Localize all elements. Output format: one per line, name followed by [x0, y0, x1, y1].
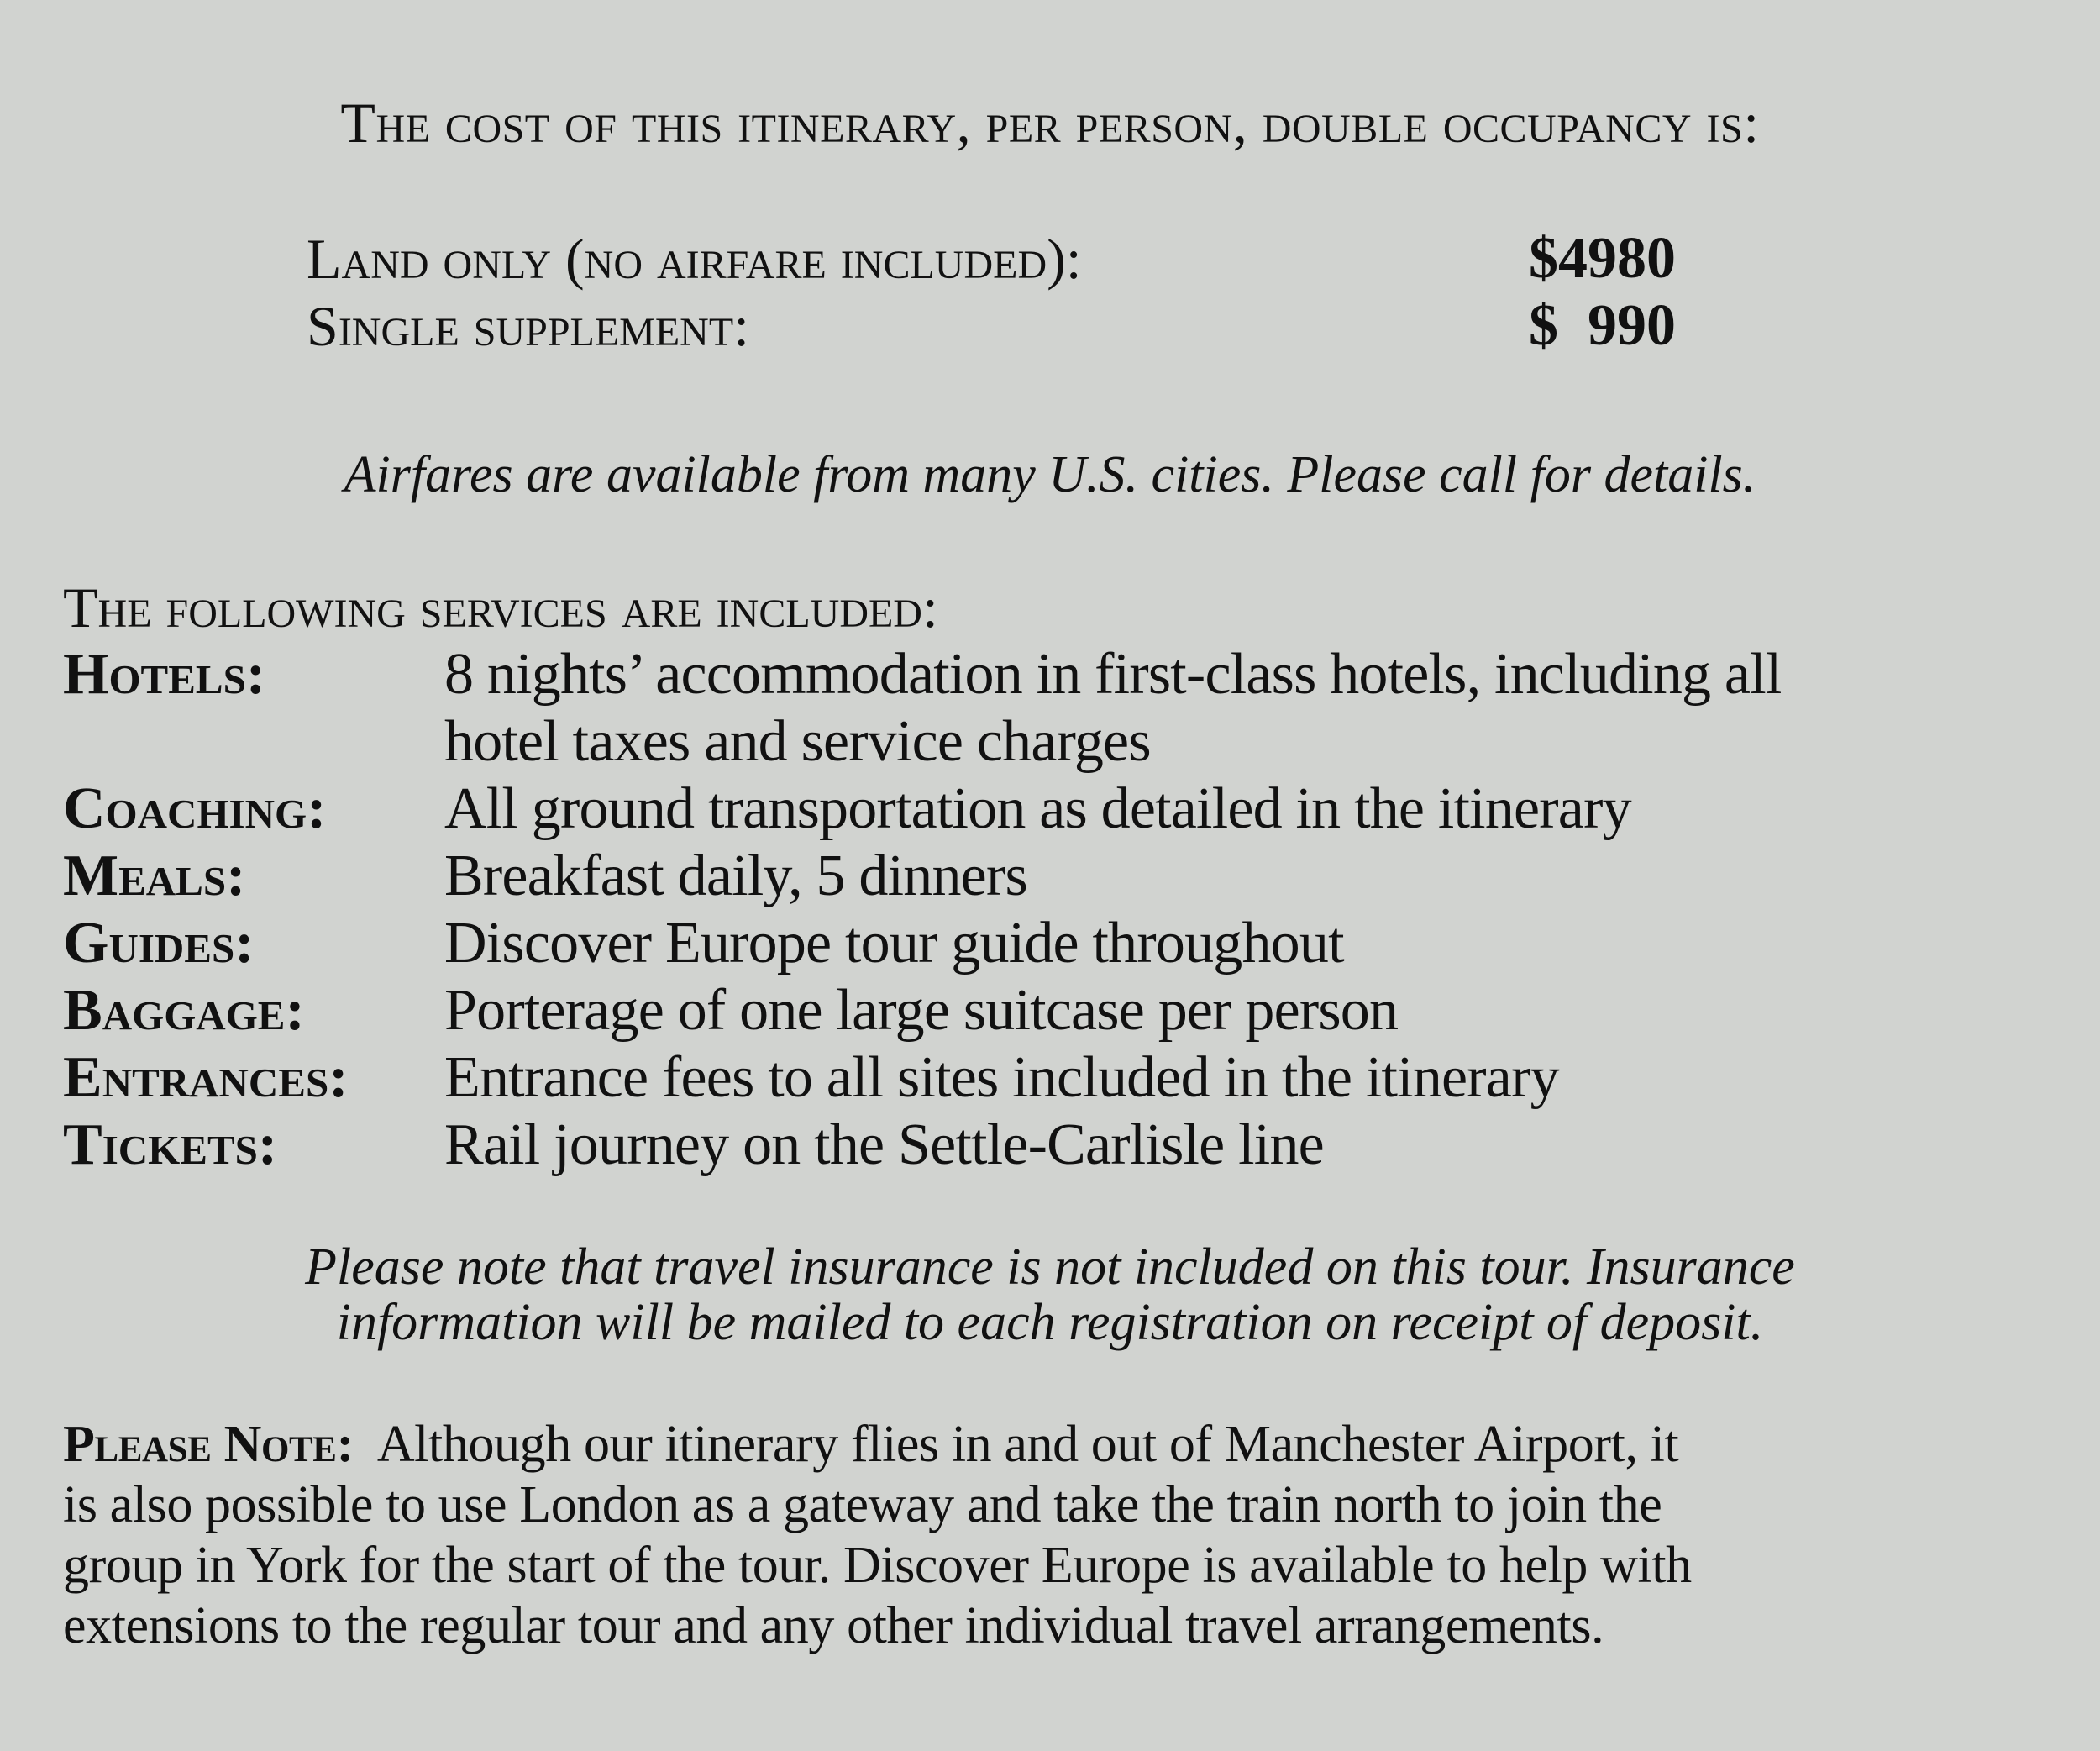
services-list	[63, 641, 2079, 1179]
please-note-line: is also possible to use London as a gateway and take the train north to join the	[63, 1476, 1662, 1533]
service-description	[444, 843, 2066, 910]
service-description-line: Breakfast daily, 5 dinners	[444, 844, 1027, 908]
service-description	[444, 641, 2066, 776]
insurance-note-line: information will be mailed to each registration on receipt of deposit.	[336, 1294, 1764, 1351]
service-description	[444, 910, 2066, 977]
insurance-note	[0, 1239, 2100, 1350]
airfare-note: Airfares are available from many U.S. cities. Please call for details.	[344, 446, 1756, 503]
service-description	[444, 977, 2066, 1044]
service-description	[444, 776, 2066, 843]
services-heading: The following services are included:	[63, 576, 938, 639]
service-label: Hotels:	[63, 642, 266, 707]
please-note-paragraph	[63, 1414, 2037, 1656]
service-label: Tickets:	[63, 1112, 278, 1177]
service-description	[444, 1044, 2066, 1112]
price-label-land-only: Land only (no airfare included):	[307, 227, 1082, 291]
price-amount-land-only: $4980	[1529, 226, 1676, 291]
service-description-line: Porterage of one large suitcase per person	[444, 978, 1399, 1043]
please-note-line	[63, 1414, 2037, 1475]
please-note-label: Please Note:	[63, 1416, 354, 1473]
insurance-note-line: Please note that travel insurance is not included on this tour. Insurance	[305, 1238, 1795, 1296]
service-description-line: Rail journey on the Settle-Carlisle line	[444, 1112, 1324, 1177]
service-description	[444, 1112, 2066, 1179]
service-row-baggage	[63, 977, 2079, 1044]
cost-heading: The cost of this itinerary, per person, double occupancy is:	[340, 91, 1760, 155]
service-label: Guides:	[63, 911, 255, 975]
please-note-text: Although our itinerary flies in and out of Manchester Airport, it	[376, 1416, 1679, 1473]
service-label: Baggage:	[63, 978, 305, 1043]
service-row-hotels	[63, 641, 2079, 776]
service-description-line: Entrance fees to all sites included in the itinerary	[444, 1045, 1559, 1110]
price-row-land-only	[307, 225, 1709, 292]
service-label: Meals:	[63, 844, 246, 908]
please-note-line: group in York for the start of the tour. Discover Europe is available to help with	[63, 1537, 1692, 1594]
service-label: Coaching:	[63, 776, 327, 841]
service-row-coaching	[63, 776, 2079, 843]
price-label-single-supplement: Single supplement:	[307, 294, 750, 358]
please-note-line: extensions to the regular tour and any other individual travel arrangements.	[63, 1597, 1604, 1654]
service-description-line: All ground transportation as detailed in the itinerary	[444, 776, 1631, 841]
service-row-guides	[63, 910, 2079, 977]
service-description-line: hotel taxes and service charges	[444, 709, 1151, 774]
price-amount-single-supplement: $ 990	[1529, 293, 1676, 358]
service-row-entrances	[63, 1044, 2079, 1112]
service-row-tickets	[63, 1112, 2079, 1179]
price-row-single-supplement	[307, 292, 1709, 360]
service-description-line: 8 nights’ accommodation in first-class hotels, including all	[444, 642, 1782, 707]
service-row-meals	[63, 843, 2079, 910]
service-description-line: Discover Europe tour guide throughout	[444, 911, 1344, 975]
service-label: Entrances:	[63, 1045, 349, 1110]
